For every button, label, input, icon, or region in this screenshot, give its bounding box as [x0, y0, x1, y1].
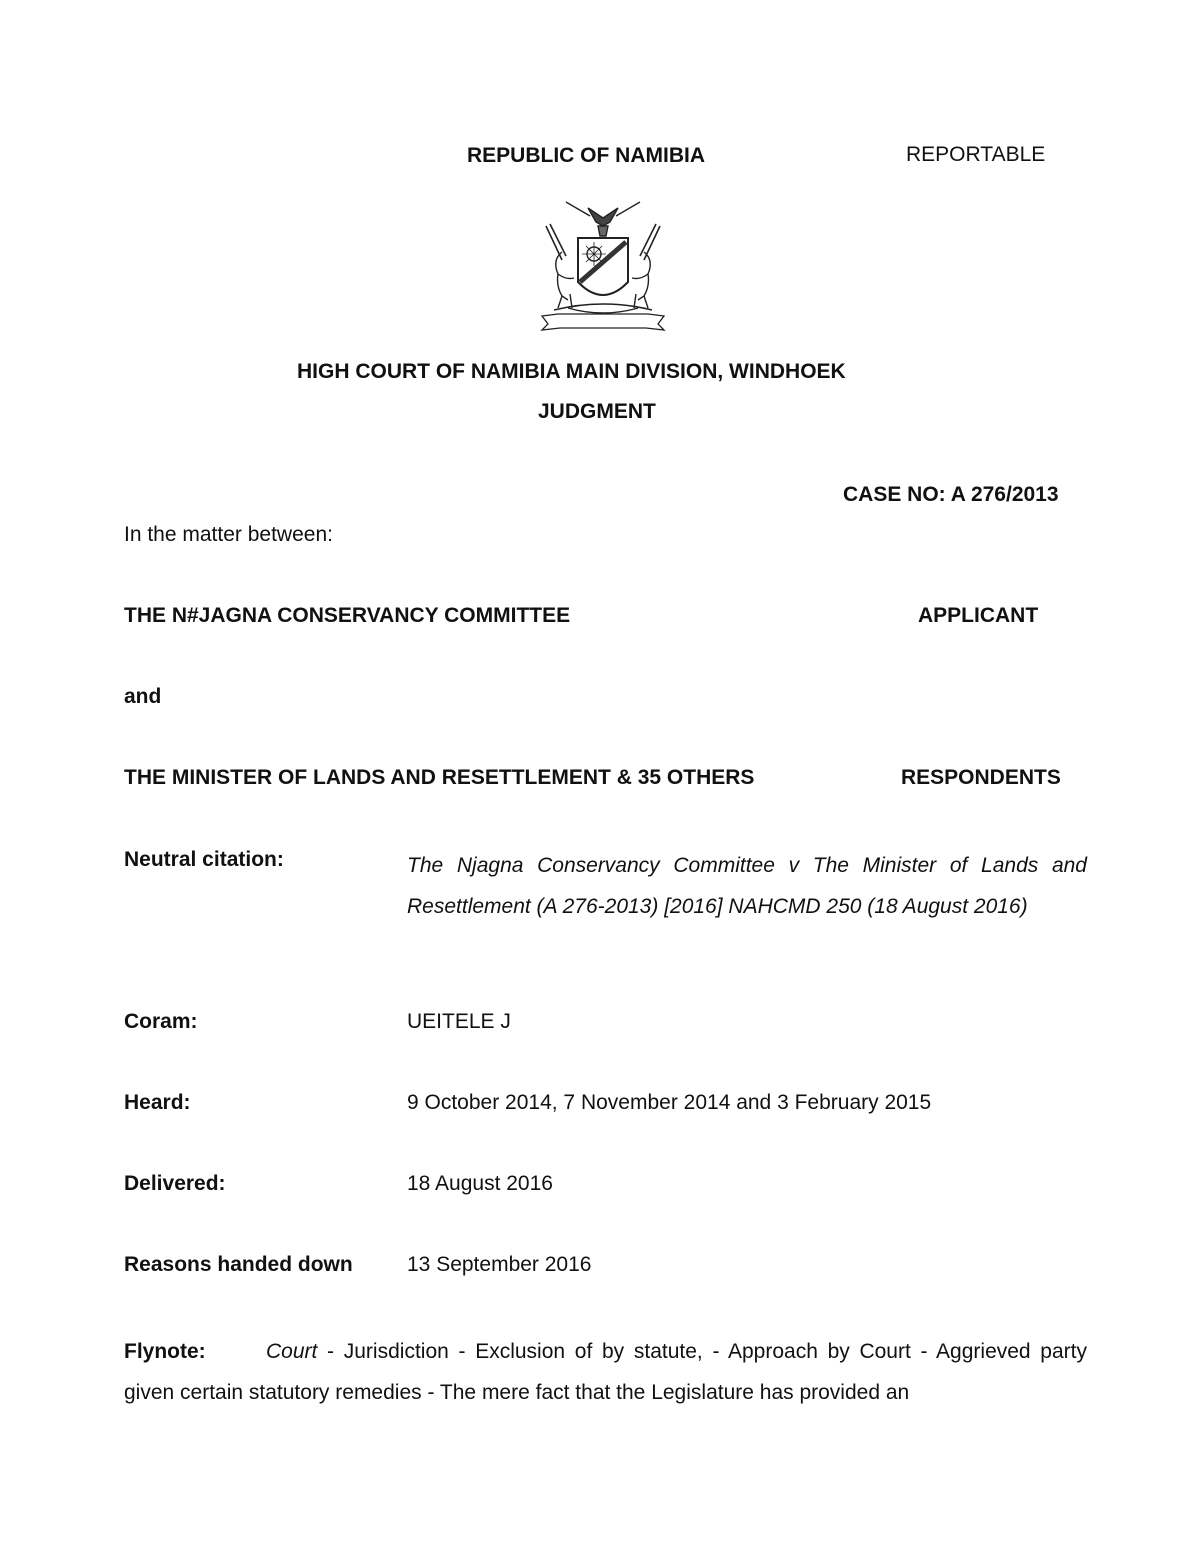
coram-label: Coram:: [124, 1010, 198, 1033]
respondent-role: RESPONDENTS: [901, 766, 1061, 789]
reportable-label: REPORTABLE: [906, 143, 1046, 166]
republic-heading: REPUBLIC OF NAMIBIA: [467, 144, 705, 167]
document-type: JUDGMENT: [538, 400, 656, 423]
heard-value: 9 October 2014, 7 November 2014 and 3 February 2015: [407, 1091, 932, 1114]
reasons-label: Reasons handed down: [124, 1253, 353, 1276]
flynote-topic: Court: [266, 1340, 318, 1363]
parties-intro: In the matter between:: [124, 523, 333, 546]
case-number: CASE NO: A 276/2013: [843, 483, 1059, 506]
reasons-value: 13 September 2016: [407, 1253, 592, 1276]
heard-label: Heard:: [124, 1091, 191, 1114]
flynote-text: - Jurisdiction - Exclusion of by statute, - Approach by Court - Aggrieved party given certain statutory remedies - The mere fact that the Legislature has provided an: [124, 1340, 1087, 1404]
delivered-value: 18 August 2016: [407, 1172, 553, 1195]
namibia-coat-of-arms-icon: [528, 190, 678, 340]
neutral-citation: The Njagna Conservancy Committee v The Minister of Lands and Resettlement (A 276-2013) [2016] NAHCMD 250 (18 August 2016): [407, 854, 1087, 918]
flynote-paragraph: [124, 1331, 1087, 1413]
delivered-label: Delivered:: [124, 1172, 226, 1195]
coram-value: UEITELE J: [407, 1010, 511, 1033]
applicant-role: APPLICANT: [918, 604, 1039, 627]
citation-label: Neutral citation:: [124, 848, 284, 871]
parties-conjunction: and: [124, 685, 162, 708]
applicant-name: THE N#JAGNA CONSERVANCY COMMITTEE: [124, 604, 571, 627]
court-heading: HIGH COURT OF NAMIBIA MAIN DIVISION, WINDHOEK: [297, 360, 846, 383]
flynote-label: Flynote:: [124, 1340, 206, 1363]
respondent-name: THE MINISTER OF LANDS AND RESETTLEMENT & 35 OTHERS: [124, 766, 755, 789]
